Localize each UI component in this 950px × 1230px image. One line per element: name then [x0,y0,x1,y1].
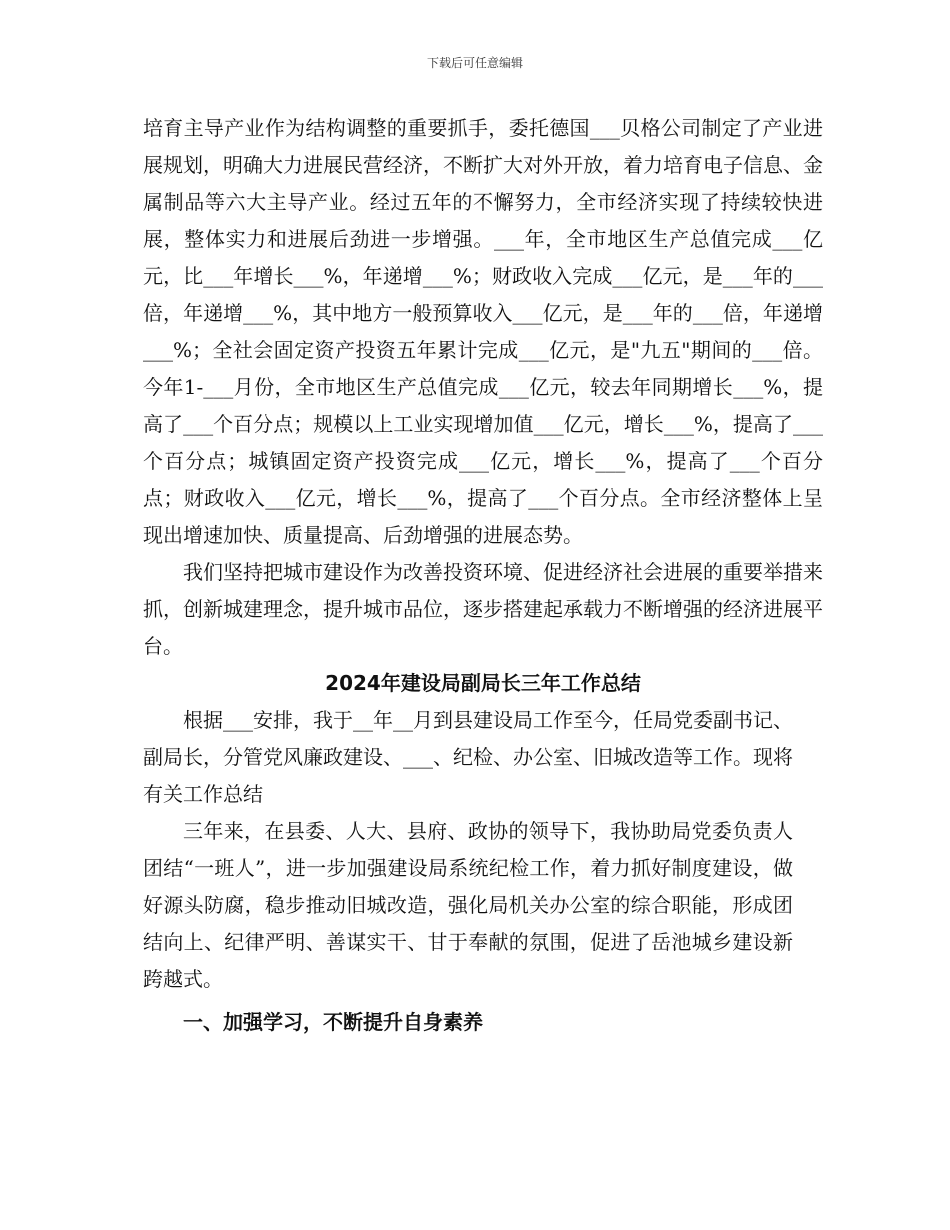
paragraph-appointment: 根据___安排，我于__年__月到县建设局工作至今，任局党委副书记、副局长，分管党风廉政建设、___、纪检、办公室、旧城改造等工作。现将有关工作总结 [143,708,793,806]
paragraph-urban-construction: 我们坚持把城市建设作为改善投资环境、促进经济社会进展的重要举措来抓，创新城建理念，提升城市品位，逐步搭建起承载力不断增强的经济进展平台。 [143,560,823,658]
paragraph-three-years: 三年来，在县委、人大、县府、政协的领导下，我协助局党委负责人团结“一班人”，进一步加强建设局系统纪检工作，着力抓好制度建设，做好源头防腐，稳步推动旧城改造，强化局机关办公室的综合职能，形成团结向上、纪律严明、善谋实干、甘于奉献的氛围，促进了岳池城乡建设新跨越式。 [143,819,793,991]
document-title: 2024年建设局副局长三年工作总结 [325,671,641,695]
section-heading-1: 一、加强学习，不断提升自身素养 [183,1010,483,1034]
document-body [143,110,823,1041]
page-header-note: 下载后可任意编辑 [426,56,523,70]
paragraph-economy: 培育主导产业作为结构调整的重要抓手，委托德国___贝格公司制定了产业进展规划，明确大力进展民营经济，不断扩大对外开放，着力培育电子信息、金属制品等六大主导产业。经过五年的不懈努力，全市经济实现了持续较快进展，整体实力和进展后劲进一步增强。___年，全市地区生产总值完成___亿元，比___年增长___%，年递增___%；财政收入完成___亿元，是___年的___倍，年递增___%，其中地方一般预算收入___亿元，是___年的___倍，年递增___%；全社会固定资产投资五年累计完成___亿元，是"九五"期间的___倍。今年1-___月份，全市地区生产总值完成___亿元，较去年同期增长___%，提高了___个百分点；规模以上工业实现增加值___亿元，增长___%，提高了___个百分点；城镇固定资产投资完成___亿元，增长___%，提高了___个百分点；财政收入___亿元，增长___%，提高了___个百分点。全市经济整体上呈现出增速加快、质量提高、后劲增强的进展态势。 [143,116,823,547]
